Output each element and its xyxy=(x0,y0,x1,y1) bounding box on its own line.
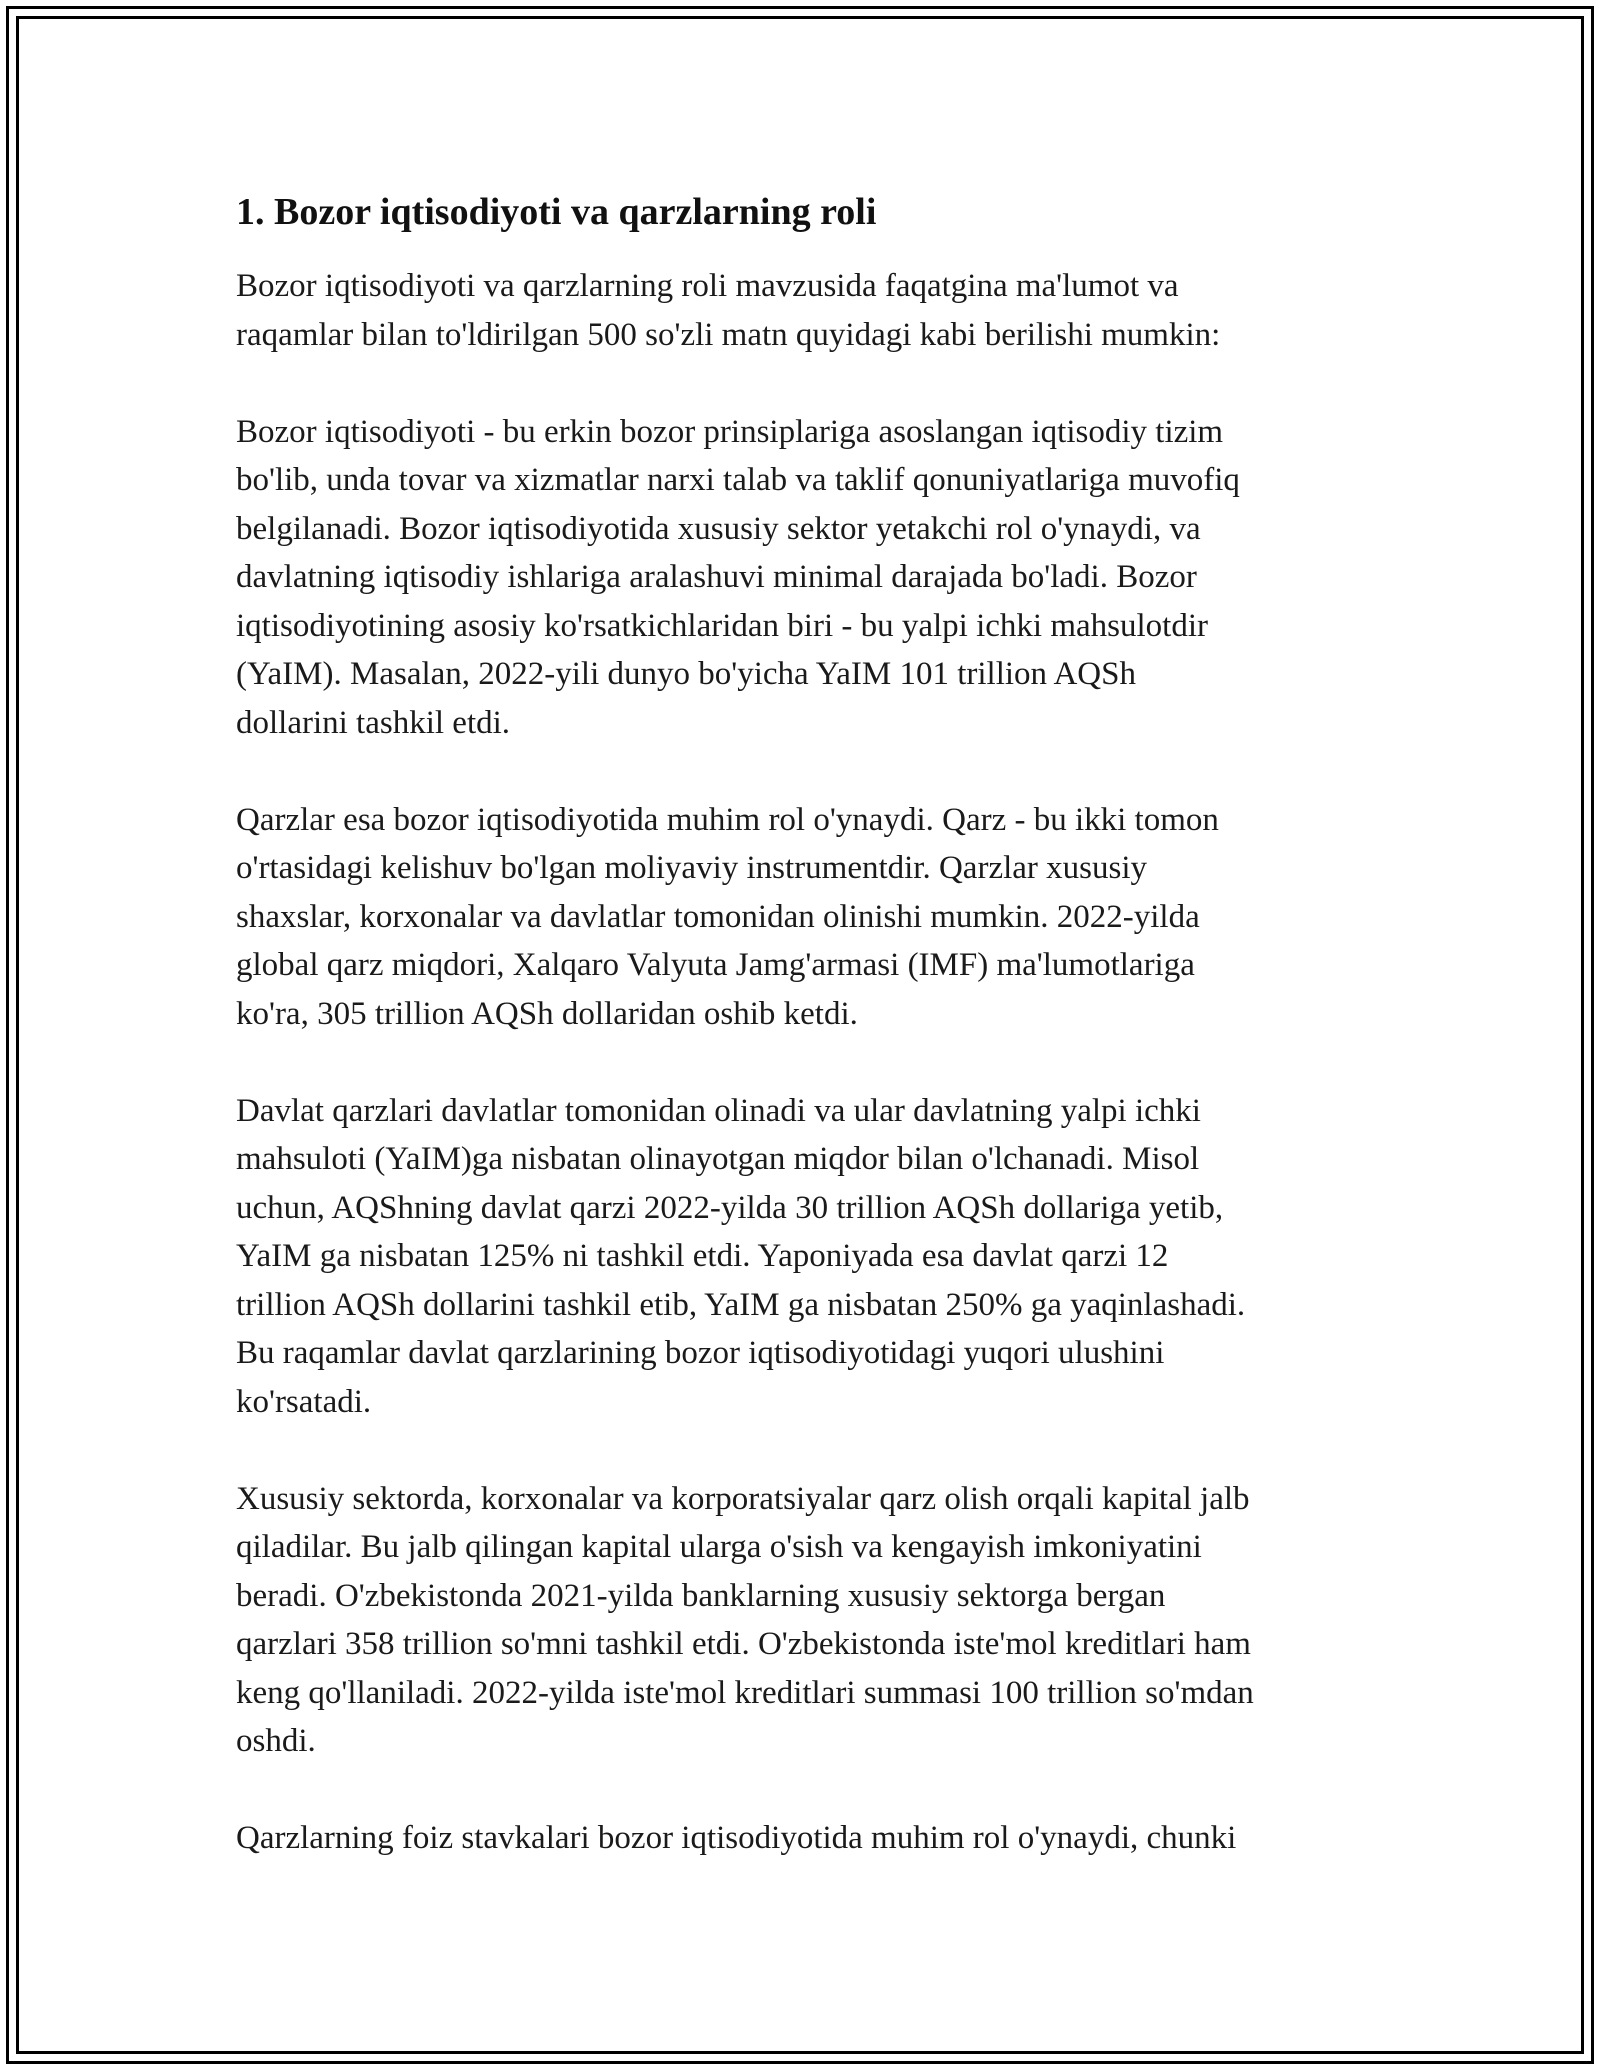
paragraph-market-economy: Bozor iqtisodiyoti - bu erkin bozor prinsiplariga asoslangan iqtisodiy tizim bo'lib, unda tovar va xizmatlar narxi talab va taklif qonuniyatlariga muvofiq belgilanadi. Bozor iqtisodiyotida xususiy sektor yetakchi rol o'ynaydi, va davlatning iqtisodiy ishlariga aralashuvi minimal darajada bo'ladi. Bozor iqtisodiyotining asosiy ko'rsatkichlaridan biri - bu yalpi ichki mahsulotdir (YaIM). Masalan, 2022-yili dunyo bo'yicha YaIM 101 trillion AQSh dollarini tashkil etdi. xyxy=(236,413,1240,741)
paragraph-interest-rates: Qarzlarning foiz stavkalari bozor iqtisodiyotida muhim rol o'ynaydi, chunki xyxy=(236,1820,1237,1856)
section-heading: 1. Bozor iqtisodiyoti va qarzlarning roli xyxy=(236,191,877,233)
paragraph-debts: Qarzlar esa bozor iqtisodiyotida muhim rol o'ynaydi. Qarz - bu ikki tomon o'rtasidagi kelishuv bo'lgan moliyaviy instrumentdir. Qarzlar xususiy shaxslar, korxonalar va davlatlar tomonidan olinishi mumkin. 2022-yilda global qarz miqdori, Xalqaro Valyuta Jamg'armasi (IMF) ma'lumotlariga ko'ra, 305 trillion AQSh dollaridan oshib ketdi. xyxy=(236,801,1219,1032)
document-body xyxy=(236,186,1386,1911)
paragraph-state-debts: Davlat qarzlari davlatlar tomonidan olinadi va ular davlatning yalpi ichki mahsuloti (YaIM)ga nisbatan olinayotgan miqdor bilan o'lchanadi. Misol uchun, AQShning davlat qarzi 2022-yilda 30 trillion AQSh dollariga yetib, YaIM ga nisbatan 125% ni tashkil etdi. Yaponiyada esa davlat qarzi 12 trillion AQSh dollarini tashkil etib, YaIM ga nisbatan 250% ga yaqinlashadi. Bu raqamlar davlat qarzlarining bozor iqtisodiyotidagi yuqori ulushini ko'rsatadi. xyxy=(236,1092,1246,1420)
paragraph-private-sector: Xususiy sektorda, korxonalar va korporatsiyalar qarz olish orqali kapital jalb qiladilar. Bu jalb qilingan kapital ularga o'sish va kengayish imkoniyatini beradi. O'zbekistonda 2021-yilda banklarning xususiy sektorga bergan qarzlari 358 trillion so'mni tashkil etdi. O'zbekistonda iste'mol kreditlari ham keng qo'llaniladi. 2022-yilda iste'mol kreditlari summasi 100 trillion so'mdan oshdi. xyxy=(236,1480,1254,1759)
paragraph-intro: Bozor iqtisodiyoti va qarzlarning roli mavzusida faqatgina ma'lumot va raqamlar bilan to'ldirilgan 500 so'zli matn quyidagi kabi berilishi mumkin: xyxy=(236,268,1221,353)
